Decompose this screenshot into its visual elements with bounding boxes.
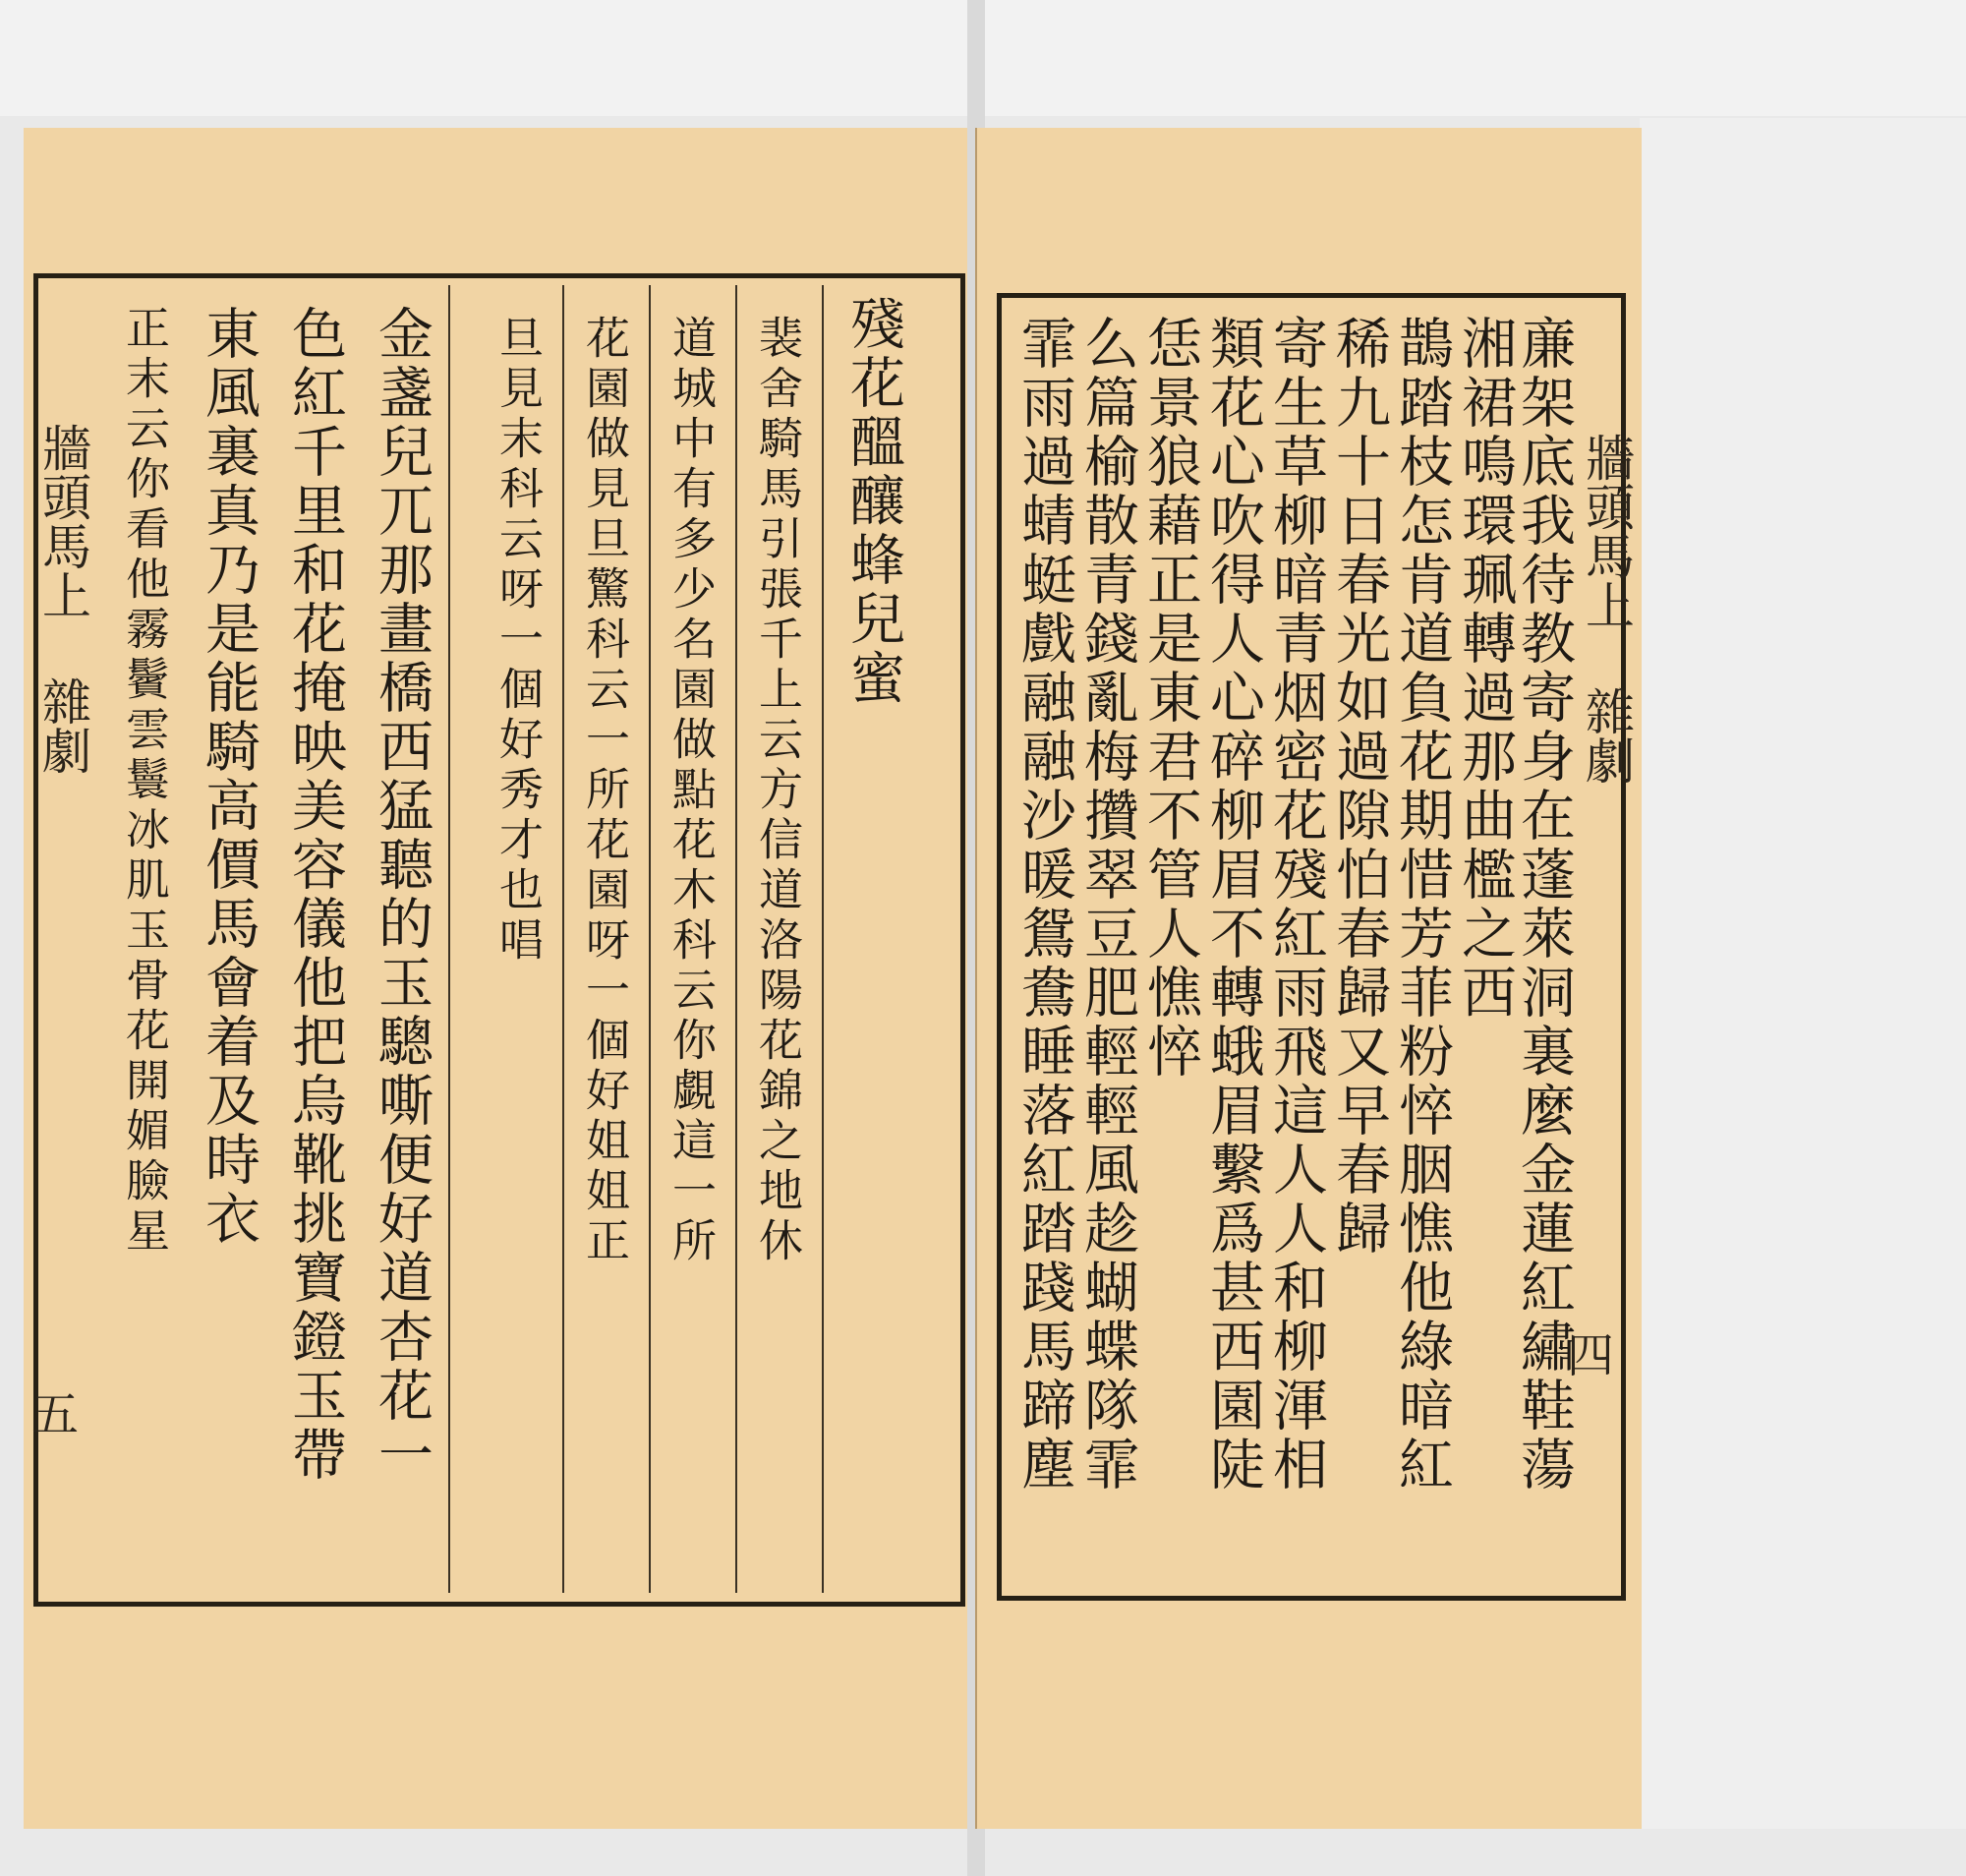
text-column-6: 類花心吹得人心碎柳眉不轉蛾眉繫爲甚西園陡: [1201, 315, 1265, 1495]
text-column-1: 殘花醞釀蜂兒蜜: [841, 295, 905, 708]
column-rule: [822, 285, 824, 1593]
text-column-7: 恁景狼藉正是東君不管人憔悴: [1138, 315, 1202, 1082]
text-column-7: 色紅千里和花掩映美容儀他把烏靴挑寶鐙玉帶: [283, 305, 347, 1485]
text-column-8: 么篇榆散青錢亂梅攢翠豆肥輕輕風趁蝴蝶隊霏: [1075, 315, 1139, 1495]
page-right: [975, 128, 1642, 1829]
text-column-5: 寄生草柳暗青烟密花殘紅雨飛這人人和柳渾相: [1264, 315, 1328, 1495]
text-column-3: 道城中有多少名園做點花木科云你覷這一所: [665, 315, 717, 1267]
text-column-4: 稀九十日春光如過隙怕春歸又早春歸: [1327, 315, 1391, 1259]
text-column-1: 亷架底我待教寄身在蓬萊洞裏麼金蓮紅繡鞋蕩: [1512, 315, 1576, 1495]
text-column-3: 鵲踏枝怎肯道負花期惜芳菲粉悴胭憔他綠暗紅: [1390, 315, 1454, 1495]
text-column-9: 正末云你看他霧鬢雲鬟冰肌玉骨花開媚臉星: [118, 305, 170, 1258]
text-column-4: 花園做見旦驚科云一所花園呀一個好姐姐正: [578, 315, 630, 1267]
text-column-6: 金盞兒兀那畫橋西猛聽的玉驄嘶便好道杏花一: [370, 305, 434, 1485]
margin-title: 牆頭馬上 雜劇: [1578, 433, 1635, 785]
column-rule: [735, 285, 737, 1593]
column-rule: [649, 285, 651, 1593]
page-edges: [1640, 118, 1966, 1829]
column-rule: [562, 285, 564, 1593]
page-left: [24, 128, 975, 1829]
text-column-8: 東風裏真乃是能騎高價馬會着及時衣: [197, 305, 260, 1249]
text-column-2: 湘裙鳴環珮轉過那曲檻之西: [1453, 315, 1517, 1023]
folio-number: 五: [31, 1387, 80, 1442]
margin-title: 牆頭馬上 雜劇: [34, 423, 91, 775]
text-column-2: 裴舍騎馬引張千上云方信道洛陽花錦之地休: [751, 315, 803, 1267]
text-column-9: 霏雨過蜻蜓戲融融沙暖鴛鴦睡落紅踏踐馬蹄塵: [1012, 315, 1076, 1495]
folio-number: 四: [1567, 1328, 1615, 1383]
column-rule: [448, 285, 450, 1593]
text-column-5: 旦見末科云呀一個好秀才也唱: [492, 315, 544, 967]
